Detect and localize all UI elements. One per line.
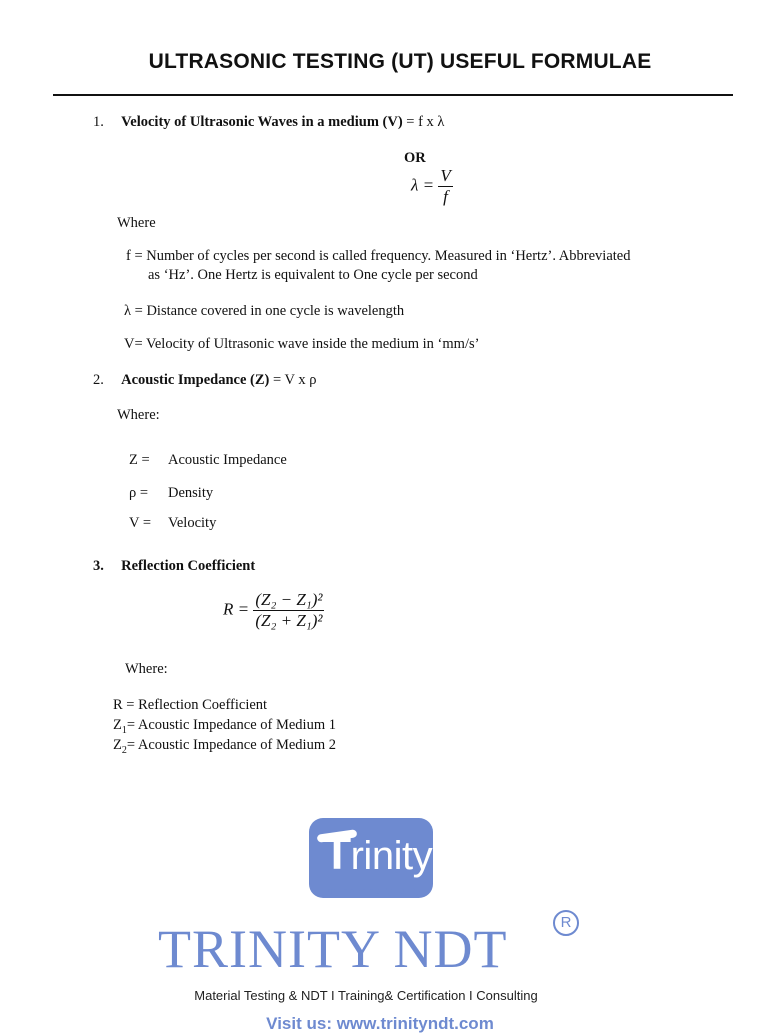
def-rho-desc: Density xyxy=(168,485,214,501)
alt-formula-numerator: V xyxy=(440,166,451,185)
def-rho-symbol: ρ = xyxy=(129,485,149,501)
reflection-numerator: (Z₂ − Z₁)² xyxy=(255,590,323,609)
section-2-where: Where: xyxy=(117,407,160,423)
registered-mark-icon: R xyxy=(553,910,579,936)
logo-wordmark: Trinity xyxy=(323,827,433,879)
section-2-heading-line xyxy=(93,371,316,389)
section-1-heading-line xyxy=(93,113,444,131)
alt-formula-fraction xyxy=(438,166,452,207)
reflection-lhs: R = xyxy=(223,599,250,619)
section-3-heading: Reflection Coefficient xyxy=(121,558,256,574)
def-f-line1: f = Number of cycles per second is called frequency. Measured in ‘Hertz’. Abbreviated xyxy=(126,248,631,264)
brand-name: TRINITY NDT xyxy=(158,919,508,979)
def-z-desc: Acoustic Impedance xyxy=(168,452,287,468)
def-r: R = Reflection Coefficient xyxy=(113,697,268,713)
section-3-number: 3. xyxy=(93,558,104,574)
section-1-alt-formula xyxy=(411,166,453,207)
section-1-where: Where xyxy=(117,215,156,231)
section-1-or: OR xyxy=(404,150,426,166)
def-v2-symbol: V = xyxy=(129,515,152,531)
def-z2-subscript: 2 xyxy=(121,744,127,756)
services-line: Material Testing & NDT I Training& Certification I Consulting xyxy=(194,988,538,1003)
page-title: ULTRASONIC TESTING (UT) USEFUL FORMULAE xyxy=(148,50,652,73)
reflection-fraction xyxy=(253,590,324,631)
def-z-symbol: Z = xyxy=(129,452,150,468)
def-z2-text: = Acoustic Impedance of Medium 2 xyxy=(126,737,336,753)
section-2-formula: = V x ρ xyxy=(272,372,317,388)
section-3-heading-line xyxy=(93,557,255,575)
section-1-formula: = f x λ xyxy=(406,114,445,130)
def-f-line2: as ‘Hz’. One Hertz is equivalent to One cycle per second xyxy=(148,267,478,283)
def-v2-desc: Velocity xyxy=(168,515,217,531)
title-divider xyxy=(53,94,733,96)
def-z2 xyxy=(113,736,336,760)
def-lambda: λ = Distance covered in one cycle is wavelength xyxy=(124,303,405,319)
def-z1-subscript: 1 xyxy=(121,724,127,736)
section-1-number: 1. xyxy=(93,114,104,130)
alt-formula-lhs: λ = xyxy=(411,175,435,195)
def-z1-symbol: Z xyxy=(113,717,122,733)
section-2-heading: Acoustic Impedance (Z) xyxy=(121,372,270,388)
section-2-number: 2. xyxy=(93,372,104,388)
reflection-denominator: (Z₂ + Z₁)² xyxy=(255,611,323,630)
website-link[interactable]: Visit us: www.trinityndt.com xyxy=(266,1014,494,1033)
def-z2-symbol: Z xyxy=(113,737,122,753)
section-3-where: Where: xyxy=(125,661,168,677)
logo-tagline: Engineering Quality xyxy=(320,886,422,896)
reflection-formula xyxy=(223,590,324,631)
section-1-heading: Velocity of Ultrasonic Waves in a medium (V) xyxy=(121,114,403,130)
def-v: V= Velocity of Ultrasonic wave inside the medium in ‘mm/s’ xyxy=(124,336,480,352)
def-z1-text: = Acoustic Impedance of Medium 1 xyxy=(126,717,336,733)
alt-formula-denominator: f xyxy=(443,187,448,206)
